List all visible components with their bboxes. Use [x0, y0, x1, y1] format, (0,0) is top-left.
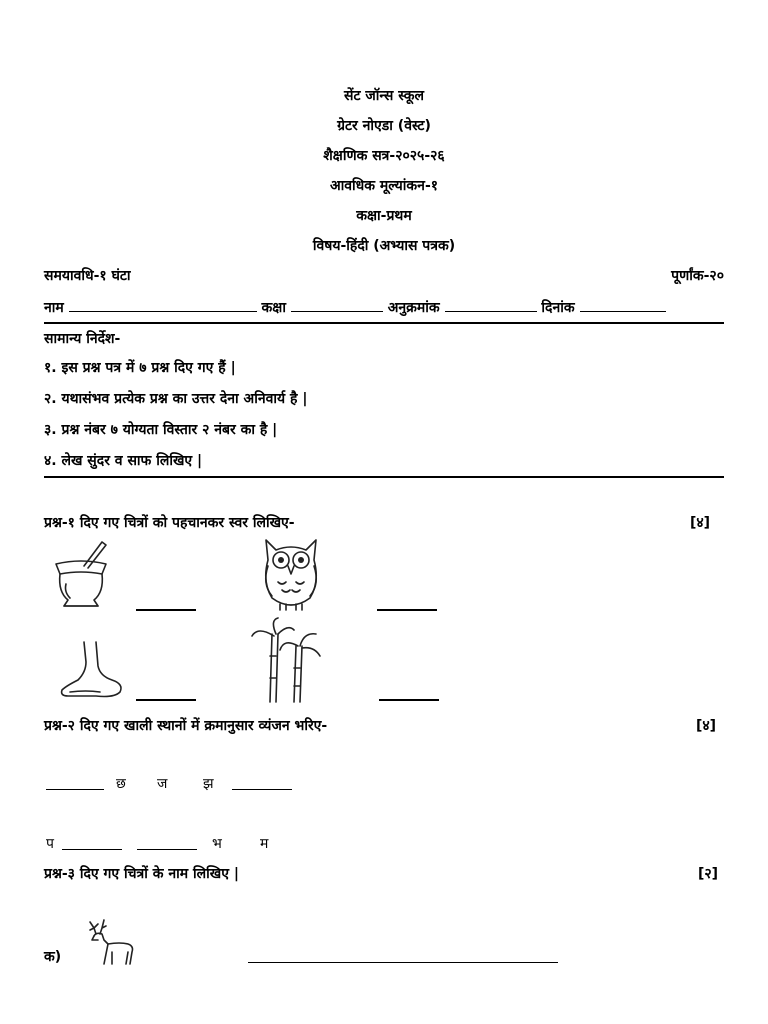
instruction-item: १. इस प्रश्न पत्र में ७ प्रश्न दिए गए हैं | — [44, 360, 236, 376]
assessment-title: आवधिक मूल्यांकन-१ — [329, 178, 439, 194]
divider — [44, 476, 724, 478]
consonant-given: झ — [203, 776, 214, 792]
answer-line[interactable] — [46, 789, 104, 790]
foot-icon — [56, 640, 126, 702]
owl-icon — [258, 536, 324, 612]
question-1-marks: [४] — [690, 515, 711, 531]
instructions-title: सामान्य निर्देश- — [44, 331, 121, 347]
date-field[interactable] — [580, 297, 666, 312]
question-3-text: प्रश्न-३ दिए गए चित्रों के नाम लिखिए | — [44, 866, 239, 882]
consonant-given: प — [46, 836, 54, 852]
date-label: दिनांक — [541, 300, 575, 316]
answer-line[interactable] — [136, 699, 196, 701]
answer-line[interactable] — [377, 609, 437, 611]
academic-session: शैक्षणिक सत्र-२०२५-२६ — [323, 148, 445, 164]
duration: समयावधि-१ घंटा — [44, 268, 131, 284]
answer-line[interactable] — [232, 789, 292, 790]
divider — [44, 322, 724, 324]
instruction-item: २. यथासंभव प्रत्येक प्रश्न का उत्तर देना अनिवार्य है | — [44, 391, 308, 407]
sugarcane-icon — [248, 616, 324, 704]
item-label: क) — [44, 949, 62, 965]
name-label: नाम — [44, 300, 64, 316]
school-location: ग्रेटर नोएडा (वेस्ट) — [337, 118, 431, 134]
subject-title: विषय-हिंदी (अभ्यास पत्रक) — [312, 238, 456, 254]
answer-line[interactable] — [62, 849, 122, 850]
question-3-marks: [२] — [698, 866, 719, 882]
class-field[interactable] — [291, 297, 383, 312]
answer-line[interactable] — [136, 609, 196, 611]
answer-line[interactable] — [248, 962, 558, 963]
consonant-given: म — [260, 836, 269, 852]
instruction-item: ३. प्रश्न नंबर ७ योग्यता विस्तार २ नंबर का है | — [44, 422, 278, 438]
answer-line[interactable] — [137, 849, 197, 850]
consonant-given: भ — [212, 836, 222, 852]
name-field[interactable] — [69, 297, 257, 312]
question-1-text: प्रश्न-१ दिए गए चित्रों को पहचानकर स्वर लिखिए- — [44, 515, 295, 531]
consonant-given: छ — [116, 776, 126, 792]
class-title: कक्षा-प्रथम — [356, 208, 412, 224]
school-name: सेंट जॉन्स स्कूल — [344, 88, 424, 104]
max-marks: पूर्णांक-२० — [671, 268, 724, 284]
question-2-text: प्रश्न-२ दिए गए खाली स्थानों में क्रमानुसार व्यंजन भरिए- — [44, 718, 328, 734]
student-info-row — [44, 297, 666, 317]
mortar-pestle-icon — [50, 540, 112, 612]
instruction-item: ४. लेख सुंदर व साफ लिखिए | — [44, 453, 203, 469]
deer-icon — [82, 918, 138, 966]
consonant-given: ज — [157, 776, 168, 792]
roll-label: अनुक्रमांक — [387, 300, 440, 316]
question-2-marks: [४] — [696, 718, 717, 734]
answer-line[interactable] — [379, 699, 439, 701]
class-label: कक्षा — [261, 300, 286, 316]
roll-field[interactable] — [445, 297, 537, 312]
